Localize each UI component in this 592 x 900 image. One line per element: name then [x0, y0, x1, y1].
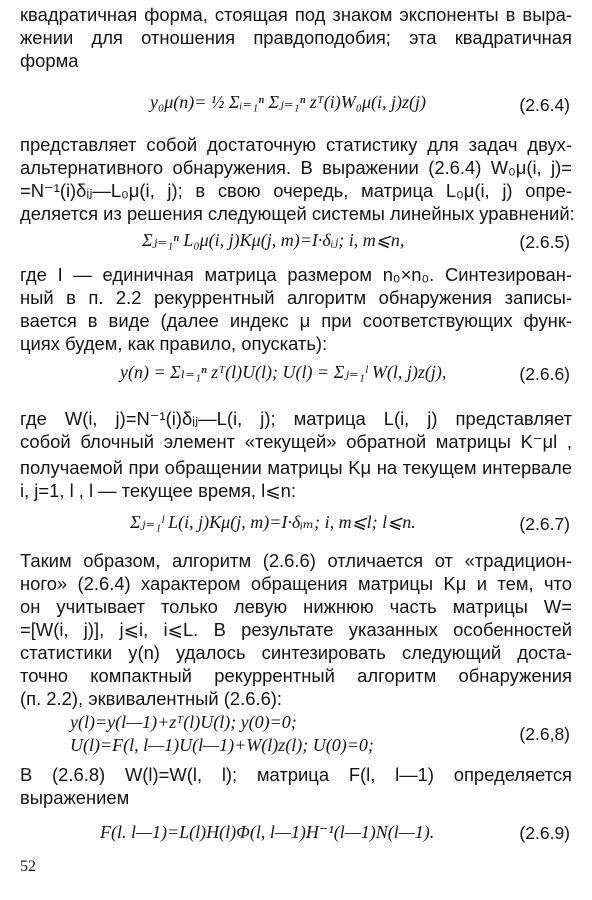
equation-2-6-9: F(l. l—1)=L(l)H(l)Φ(l, l—1)H⁻¹(l—1)N(l—1). [100, 822, 435, 842]
equation-number: (2.6.7) [519, 514, 570, 534]
equation-2-6-8-line-2: U(l)=F(l, l—1)U(l—1)+W(l)z(l); U(0)=0; [70, 735, 374, 755]
text-line: (п. 2.2), эквивалентный (2.6.6): [20, 688, 283, 709]
text-line: получаемой при обращении матрицы Kμ на текущем интервале [20, 457, 572, 478]
equation-2-6-8-line-1: y(l)=y(l—1)+zᵀ(l)U(l); y(0)=0; [70, 712, 297, 732]
text-line: =[W(i, j)], j⩽i, i⩽L. В результате указанных особенностей [20, 619, 572, 640]
equation-2-6-5: Σⱼ₌₁ⁿ L₀μ(i, j)Kμ(j, m)=I·δᵢⱼ; i, m⩽n, [142, 230, 405, 250]
equation-2-6-7: Σⱼ₌₁ˡ L(i, j)Kμ(j, m)=I·δᵢₘ; i, m⩽l; l⩽n. [130, 512, 416, 532]
equation-number: (2.6.4) [519, 95, 570, 115]
text-line: представляет собой достаточную статистику для задач двух- [20, 134, 572, 155]
text-line: Таким образом, алгоритм (2.6.6) отличается от «традицион- [20, 550, 572, 571]
equation-2-6-4: y₀μ(n)= ½ Σᵢ₌₁ⁿ Σⱼ₌₁ⁿ zᵀ(i)W₀μ(i, j)z(j) [150, 92, 426, 112]
text-line: он учитывает только левую нижнюю часть матрицы W= [20, 596, 572, 617]
text-line: собой блочный элемент «текущей» обратной матрицы K⁻μl , [20, 431, 572, 452]
text-line: где I — единичная матрица размером n₀×n₀. Синтезирован- [20, 264, 572, 285]
text-line: ный в п. 2.2 рекуррентный алгоритм обнаружения записы- [20, 287, 572, 308]
text-line: форма [20, 50, 79, 71]
equation-number: (2.6.6) [519, 364, 570, 384]
equation-2-6-6: y(n) = Σₗ₌₁ⁿ zᵀ(l)U(l); U(l) = Σⱼ₌₁ˡ W(l, j)z(j), [120, 362, 447, 382]
text-line: где W(i, j)=N⁻¹(i)δᵢⱼ—L(i, j); матрица L(i, j) представляет [20, 408, 572, 429]
text-line: точно компактный рекуррентный алгоритм обнаружения [20, 665, 572, 686]
text-line: жении для отношения правдоподобия; эта квадратичная [20, 27, 572, 48]
text-line: ного» (2.6.4) характером обращения матрицы Kμ и тем, что [20, 573, 572, 594]
text-line: вается в виде (далее индекс μ при соответствующих функ- [20, 310, 572, 331]
text-line: альтернативного обнаружения. В выражении (2.6.4) W₀μ(i, j)= [20, 157, 572, 178]
text-line: =N⁻¹(i)δᵢⱼ—L₀μ(i, j); в свою очередь, матрица L₀μ(i, j) опре- [20, 180, 572, 201]
text-line: деляется из решения следующей системы линейных уравнений: [20, 203, 575, 224]
text-line: В (2.6.8) W(l)=W(l, l); матрица F(l, l—1) определяется [20, 764, 572, 785]
equation-number: (2.6.9) [519, 823, 570, 843]
text-line: i, j=1, l , l — текущее время, l⩽n: [20, 480, 296, 501]
equation-number: (2.6,8) [519, 724, 570, 744]
text-line: статистики y(n) удалось синтезировать следующий доста- [20, 642, 572, 663]
page-number: 52 [20, 858, 36, 875]
equation-number: (2.6.5) [519, 232, 570, 252]
text-line: циях будем, как правило, опускать): [20, 333, 328, 354]
text-line: квадратичная форма, стоящая под знаком экспоненты в выра- [20, 4, 572, 25]
text-line: выражением [20, 787, 130, 808]
